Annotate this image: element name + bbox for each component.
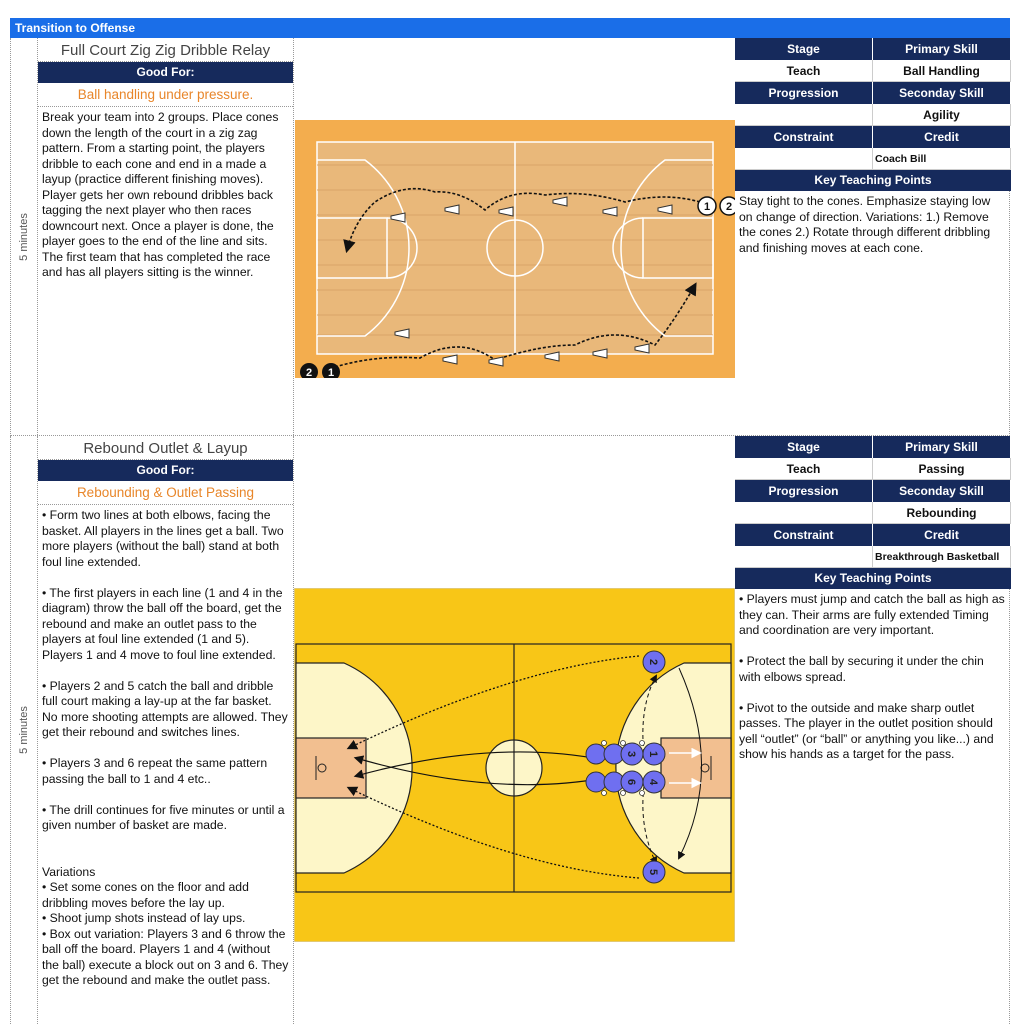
player-number-icon: 1: [703, 201, 711, 213]
section-header: Transition to Offense: [10, 18, 1010, 38]
drill-info: [38, 436, 294, 1024]
player-number-icon: 4: [647, 778, 659, 786]
credit-label: Credit: [873, 126, 1011, 148]
primary-skill-value: Ball Handling: [873, 60, 1011, 82]
player-number-icon: 1: [647, 750, 659, 758]
credit-label: Credit: [873, 524, 1011, 546]
constraint-label: Constraint: [735, 524, 873, 546]
player-number-icon: 2: [305, 367, 313, 378]
constraint-value: [735, 546, 873, 568]
player-number-icon: 1: [327, 367, 335, 378]
drill-duration: 5 minutes: [11, 38, 38, 435]
drill-details: [735, 436, 1011, 766]
secondary-skill-label: Seconday Skill: [873, 480, 1011, 502]
drill-description: Break your team into 2 groups. Place cones down the length of the court in a zig zag pattern. From a starting point, the players dribble to each cone and end in a made a layup (practice different finishing moves). Player gets her own rebound dribbles back tagging the next player who then races downcourt next. Once a player is done, the player goes to the end of the line and sits. The first team that has completed the race and has all players sitting is the winner.: [42, 110, 279, 279]
good-for-value: Ball handling under pressure.: [38, 83, 293, 107]
primary-skill-value: Passing: [873, 458, 1011, 480]
drill-duration: 5 minutes: [11, 436, 38, 1024]
credit-value: Coach Bill: [873, 148, 1011, 170]
primary-skill-label: Primary Skill: [873, 436, 1011, 458]
progression-label: Progression: [735, 480, 873, 502]
zig-zag-court-diagram: [295, 120, 735, 378]
constraint-label: Constraint: [735, 126, 873, 148]
secondary-skill-value: Rebounding: [873, 502, 1011, 524]
key-teaching-points-label: Key Teaching Points: [735, 568, 1011, 589]
drill-info: [38, 38, 294, 435]
key-teaching-points: • Players must jump and catch the ball as high as they can. Their arms are fully extended Timing and coordination are very important. • Protect the ball by securing it under the chin with elbows spread. • Pivot to the outside and make sharp outlet passes. The player in the outlet position should yell “outlet” (or “ball” or anything you like...) and show his hands as a target for the pass.: [739, 592, 1005, 761]
drill-attributes: [735, 38, 1011, 170]
secondary-skill-label: Seconday Skill: [873, 82, 1011, 104]
good-for-value: Rebounding & Outlet Passing: [38, 481, 293, 505]
drill-zig-zag: [10, 38, 1010, 436]
player-number-icon: 5: [647, 868, 659, 876]
stage-label: Stage: [735, 38, 873, 60]
rebound-outlet-court-diagram: [294, 588, 735, 942]
key-teaching-points: Stay tight to the cones. Emphasize staying low on change of direction. Variations: 1.) Remove the cones 2.) Rotate through different dribbling and finishing moves at each cone.: [739, 194, 991, 255]
stage-label: Stage: [735, 436, 873, 458]
stage-value: Teach: [735, 458, 873, 480]
drill-rebound-outlet: [10, 436, 1010, 1024]
progression-value: [735, 502, 873, 524]
drill-details: [735, 38, 1011, 259]
credit-value: Breakthrough Basketball: [873, 546, 1011, 568]
drill-title: Full Court Zig Zig Dribble Relay: [38, 38, 293, 62]
progression-label: Progression: [735, 82, 873, 104]
primary-skill-label: Primary Skill: [873, 38, 1011, 60]
good-for-label: Good For:: [38, 460, 293, 481]
drill-attributes: [735, 436, 1011, 568]
player-number-icon: 3: [625, 750, 637, 758]
constraint-value: [735, 148, 873, 170]
secondary-skill-value: Agility: [873, 104, 1011, 126]
player-number-icon: 2: [725, 201, 733, 213]
key-teaching-points-label: Key Teaching Points: [735, 170, 1011, 191]
drill-description: • Form two lines at both elbows, facing the basket. All players in the lines get a ball. Two more players (without the ball) stand at both foul line extended. • The first players in each line (1 and 4 in the diagram) throw the ball off the board, get the rebound and make an outlet pass to the players at foul line extended (1 and 5). Players 1 and 4 move to foul line extended. • Players 2 and 5 catch the ball and dribble full court making a lay-up at the far basket. No more shooting attempts are allowed. They get their rebound and switches lines. • Players 3 and 6 repeat the same pattern passing the ball to 1 and 4 etc.. • The drill continues for five minutes or until a given number of basket are made. Variations • Set some cones on the floor and add dribbling moves before the lay up. • Shoot jump shots instead of lay ups. • Box out variation: Players 3 and 6 throw the ball off the board. Players 1 and 4 (without the ball) execute a block out on 3 and 6. They get the rebound and make the outlet pass.: [42, 508, 289, 987]
stage-value: Teach: [735, 60, 873, 82]
player-number-icon: 2: [647, 658, 659, 666]
good-for-label: Good For:: [38, 62, 293, 83]
progression-value: [735, 104, 873, 126]
player-number-icon: 6: [625, 778, 637, 786]
drill-title: Rebound Outlet & Layup: [38, 436, 293, 460]
